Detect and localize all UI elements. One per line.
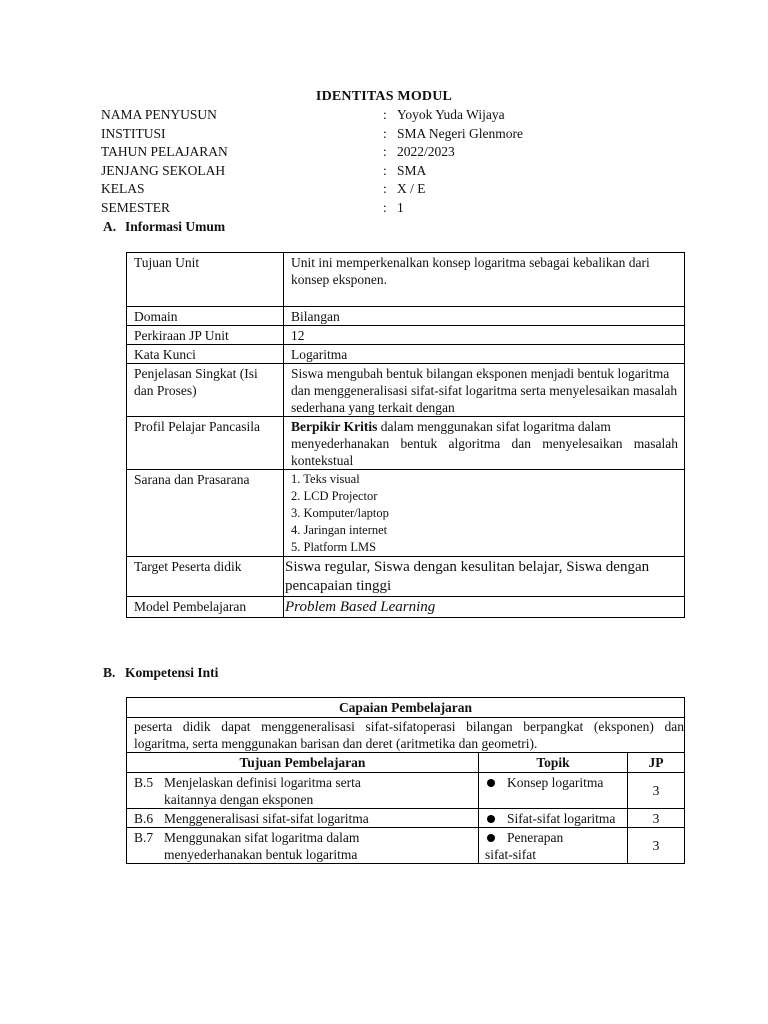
profil-line-1 xyxy=(291,418,678,435)
table-row xyxy=(127,364,685,417)
bullet-icon xyxy=(487,815,495,823)
topic-text: Sifat-sifat logaritma xyxy=(507,811,616,826)
row-label: Domain xyxy=(127,307,284,326)
table-row xyxy=(127,557,685,597)
row-value: Siswa mengubah bentuk bilangan eksponen menjadi bentuk logaritma dan menggeneralisasi sifat-sifat logaritma serta menyelesaikan masalah sederhana yang terkait dengan xyxy=(284,364,685,417)
table-row xyxy=(127,753,685,773)
topic-cell xyxy=(479,828,628,864)
objective-code: B.5 xyxy=(134,775,154,790)
list-item: 2. LCD Projector xyxy=(291,489,378,503)
identity-colon: : xyxy=(383,144,387,160)
objective-text: Menggeneralisasi sifat-sifat logaritma xyxy=(164,811,369,826)
topic-text-cont: sifat-sifat xyxy=(485,847,536,862)
row-value xyxy=(284,417,685,470)
bullet-icon xyxy=(487,779,495,787)
table-row xyxy=(127,809,685,828)
identity-value: Yoyok Yuda Wijaya xyxy=(397,107,505,122)
identity-colon: : xyxy=(383,125,387,141)
jp-cell: 3 xyxy=(628,828,685,864)
column-header-topik: Topik xyxy=(479,753,628,773)
identity-row-semester xyxy=(101,199,661,218)
identity-colon: : xyxy=(383,199,387,215)
identity-colon: : xyxy=(383,162,387,178)
identity-row-class xyxy=(101,180,661,199)
tujuan-cell xyxy=(127,773,479,809)
column-header-tujuan: Tujuan Pembelajaran xyxy=(127,753,479,773)
topic-text: Penerapan xyxy=(507,830,564,845)
identity-row-year xyxy=(101,143,661,162)
row-label: Sarana dan Prasarana xyxy=(127,470,284,557)
section-title: Informasi Umum xyxy=(125,219,226,234)
identity-block xyxy=(101,106,661,218)
section-title: Kompetensi Inti xyxy=(125,665,219,680)
section-a-heading xyxy=(103,218,225,235)
competency-table xyxy=(126,697,685,864)
identity-label: TAHUN PELAJARAN xyxy=(101,144,228,160)
objective-text: Menggunakan sifat logaritma dalam xyxy=(164,830,360,845)
topic-cell xyxy=(479,809,628,828)
identity-label: SEMESTER xyxy=(101,199,171,215)
section-b-heading xyxy=(103,664,218,681)
profil-bold: Berpikir Kritis xyxy=(291,419,378,434)
topic-cell xyxy=(479,773,628,809)
identity-label: KELAS xyxy=(101,181,145,197)
topic-text: Konsep logaritma xyxy=(507,775,604,790)
identity-colon: : xyxy=(383,107,387,122)
column-header-jp: JP xyxy=(628,753,685,773)
identity-value: 1 xyxy=(397,199,404,215)
identity-value: 2022/2023 xyxy=(397,144,455,160)
row-value: Unit ini memperkenalkan konsep logaritma sebagai kebalikan dari konsep eksponen. xyxy=(284,253,685,307)
identity-value: X / E xyxy=(397,181,426,197)
identity-value: SMA Negeri Glenmore xyxy=(397,125,523,141)
list-item: 3. Komputer/laptop xyxy=(291,506,389,520)
identity-row-institution xyxy=(101,125,661,144)
capaian-header: Capaian Pembelajaran xyxy=(127,698,685,718)
jp-cell: 3 xyxy=(628,773,685,809)
identity-label: NAMA PENYUSUN xyxy=(101,107,217,122)
row-label: Model Pembelajaran xyxy=(127,597,284,618)
capaian-text: peserta didik dapat menggeneralisasi sifat-sifatoperasi bilangan berpangkat (eksponen) dan logaritma, serta menggunakan barisan dan deret (aritmetika dan geometri). xyxy=(127,718,685,753)
list-item: 5. Platform LMS xyxy=(291,540,377,554)
table-row xyxy=(127,326,685,345)
table-row xyxy=(127,718,685,753)
table-row xyxy=(127,597,685,618)
table-row xyxy=(127,773,685,809)
table-row xyxy=(127,470,685,557)
identity-row-level xyxy=(101,162,661,181)
list-item: 1. Teks visual xyxy=(291,472,360,486)
row-value: Logaritma xyxy=(284,345,685,364)
identity-colon: : xyxy=(383,181,387,197)
identity-label: INSTITUSI xyxy=(101,125,166,141)
profil-rest: dalam menggunakan sifat logaritma dalam xyxy=(377,419,611,434)
list-item: 4. Jaringan internet xyxy=(291,523,388,537)
jp-cell: 3 xyxy=(628,809,685,828)
tujuan-cell xyxy=(127,828,479,864)
objective-text-cont: kaitannya dengan eksponen xyxy=(164,792,314,807)
general-info-table xyxy=(126,252,685,618)
table-row xyxy=(127,253,685,307)
row-label: Target Peserta didik xyxy=(127,557,284,597)
row-label: Kata Kunci xyxy=(127,345,284,364)
row-value xyxy=(284,470,685,557)
identity-value: SMA xyxy=(397,162,427,178)
section-letter: B. xyxy=(103,665,116,680)
document-title: IDENTITAS MODUL xyxy=(315,89,453,104)
row-label: Tujuan Unit xyxy=(127,253,284,307)
table-row xyxy=(127,417,685,470)
row-value: Bilangan xyxy=(284,307,685,326)
bullet-icon xyxy=(487,834,495,842)
table-row xyxy=(127,345,685,364)
identity-label: JENJANG SEKOLAH xyxy=(101,162,226,178)
table-row xyxy=(127,307,685,326)
objective-code: B.7 xyxy=(134,830,154,845)
objective-code: B.6 xyxy=(134,811,154,826)
row-value: 12 xyxy=(284,326,685,345)
tujuan-cell xyxy=(127,809,479,828)
row-label: Profil Pelajar Pancasila xyxy=(127,417,284,470)
row-value: Problem Based Learning xyxy=(284,597,685,618)
table-row xyxy=(127,698,685,718)
row-label: Penjelasan Singkat (Isi dan Proses) xyxy=(127,364,284,417)
row-label: Perkiraan JP Unit xyxy=(127,326,284,345)
profil-line-2: menyederhanakan bentuk algoritma dan menyelesaikan masalah kontekstual xyxy=(291,436,678,468)
identity-row-author xyxy=(101,106,661,125)
row-value: Siswa regular, Siswa dengan kesulitan belajar, Siswa dengan pencapaian tinggi xyxy=(284,557,685,597)
objective-text-cont: menyederhanakan bentuk logaritma xyxy=(164,847,358,862)
objective-text: Menjelaskan definisi logaritma serta xyxy=(164,775,361,790)
section-letter: A. xyxy=(103,219,117,234)
table-row xyxy=(127,828,685,864)
